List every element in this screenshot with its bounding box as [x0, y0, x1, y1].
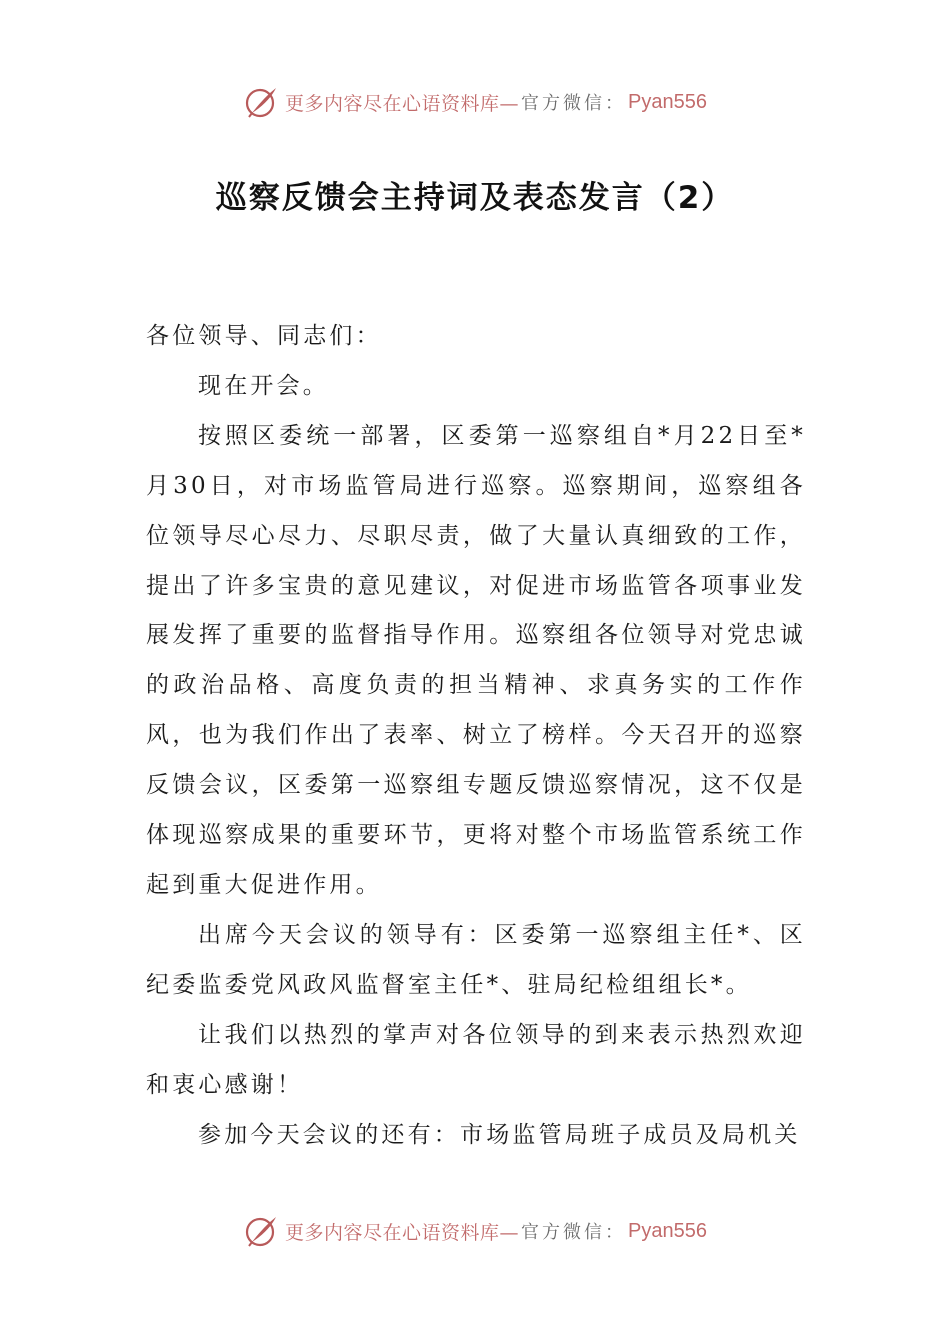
- body-paragraph: 让我们以热烈的掌声对各位领导的到来表示热烈欢迎和衷心感谢！: [146, 1021, 806, 1098]
- banner-text: 更多内容尽在心语资料库—: [285, 1221, 520, 1244]
- banner-wechat-id: Pyan556: [628, 90, 707, 113]
- banner-wechat-id: Pyan556: [628, 1219, 707, 1242]
- banner-wechat-label: 官方微信：: [521, 1222, 627, 1243]
- body-paragraph: 现在开会。: [198, 372, 329, 399]
- header-watermark-banner: [0, 82, 950, 122]
- body-paragraph: 出席今天会议的领导有：区委第一巡察组主任*、区纪委监委党风政风监督室主任*、驻局纪检组组长*。: [146, 921, 806, 998]
- document-body: [146, 312, 806, 1160]
- salutation-paragraph: 各位领导、同志们：: [146, 323, 382, 349]
- body-paragraph: 参加今天会议的还有：市场监管局班子成员及局机关: [198, 1121, 801, 1148]
- quill-logo-icon: [243, 1213, 279, 1249]
- footer-watermark-banner: [0, 1211, 950, 1251]
- banner-wechat-label: 官方微信：: [521, 93, 627, 114]
- quill-logo-icon: [243, 84, 279, 120]
- banner-text: 更多内容尽在心语资料库—: [285, 92, 520, 115]
- document-title: 巡察反馈会主持词及表态发言（2）: [215, 180, 735, 216]
- body-paragraph: 按照区委统一部署，区委第一巡察组自*月22日至*月30日，对市场监管局进行巡察。巡察期间，巡察组各位领导尽心尽力、尽职尽责，做了大量认真细致的工作，提出了许多宝贵的意见建议，对促进市场监管各项事业发展发挥了重要的监督指导作用。巡察组各位领导对党忠诚的政治品格、高度负责的担当精神、求真务实的工作作风，也为我们作出了表率、树立了榜样。今天召开的巡察反馈会议，区委第一巡察组专题反馈巡察情况，这不仅是体现巡察成果的重要环节，更将对整个市场监管系统工作起到重大促进作用。: [146, 422, 806, 898]
